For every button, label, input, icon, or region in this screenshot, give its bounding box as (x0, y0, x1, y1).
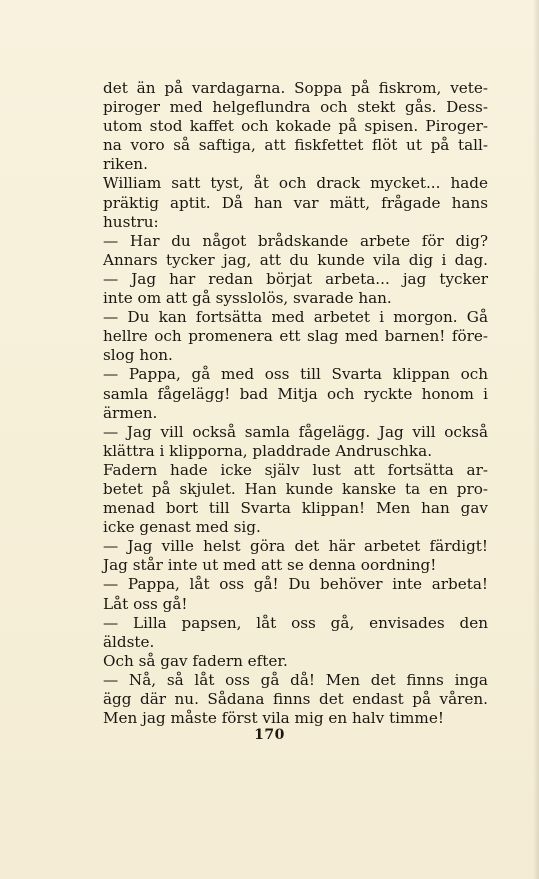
text-line: ärmen. (103, 403, 158, 422)
text-line: samla fågelägg! bad Mitja och ryckte honom i (103, 384, 488, 403)
text-line: hustru: (103, 212, 159, 231)
text-line: hellre och promenera ett slag med barnen! före- (103, 327, 488, 346)
text-line: — Lilla papsen, låt oss gå, envisades den (103, 613, 488, 632)
text-line: Fadern hade icke själv lust att fortsätta ar- (103, 460, 488, 479)
text-line: — Pappa, gå med oss till Svarta klippan och (103, 365, 488, 384)
text-line: piroger med helgeflundra och stekt gås. Dess- (103, 98, 488, 117)
text-line: — Har du något brådskande arbete för dig? (103, 231, 488, 250)
text-line: Men jag måste först vila mig en halv timme! (103, 709, 444, 728)
text-line: Jag står inte ut med att se denna oordning! (103, 556, 437, 575)
page-number: 170 (254, 727, 285, 743)
text-line: utom stod kaffet och kokade på spisen. Piroger- (103, 117, 488, 136)
text-line: — Du kan fortsätta med arbetet i morgon. Gå (103, 308, 488, 327)
text-line: William satt tyst, åt och drack mycket... hade (103, 174, 488, 193)
text-line: klättra i klipporna, pladdrade Andruschka. (103, 441, 433, 460)
page-edge-shadow (533, 0, 539, 879)
text-line: na voro så saftiga, att fiskfettet flöt ut på tall- (103, 136, 488, 155)
text-line: riken. (103, 155, 148, 174)
text-line: slog hon. (103, 346, 173, 365)
text-line: Låt oss gå! (103, 594, 188, 613)
text-line: Annars tycker jag, att du kunde vila dig i dag. (103, 250, 488, 269)
text-line: — Jag vill också samla fågelägg. Jag vill också (103, 422, 488, 441)
text-line: icke genast med sig. (103, 518, 261, 537)
text-line: Och så gav fadern efter. (103, 651, 288, 670)
text-line: — Jag ville helst göra det här arbetet färdigt! (103, 537, 488, 556)
text-line: — Nå, så låt oss gå då! Men det finns inga (103, 670, 488, 689)
text-line: ägg där nu. Sådana finns det endast på våren. (103, 690, 488, 708)
text-line: betet på skjulet. Han kunde kanske ta en pro- (103, 479, 488, 498)
text-line: menad bort till Svarta klippan! Men han gav (103, 499, 488, 518)
text-line: det än på vardagarna. Soppa på fiskrom, vete- (103, 79, 488, 97)
text-line: — Jag har redan börjat arbeta... jag tycker (103, 269, 488, 288)
text-line: äldste. (103, 632, 155, 651)
body-text (103, 79, 488, 728)
text-line: inte om att gå sysslolös, svarade han. (103, 289, 392, 308)
text-line: präktig aptit. Då han var mätt, frågade hans (103, 193, 488, 212)
text-line: — Pappa, låt oss gå! Du behöver inte arbeta! (103, 575, 488, 594)
